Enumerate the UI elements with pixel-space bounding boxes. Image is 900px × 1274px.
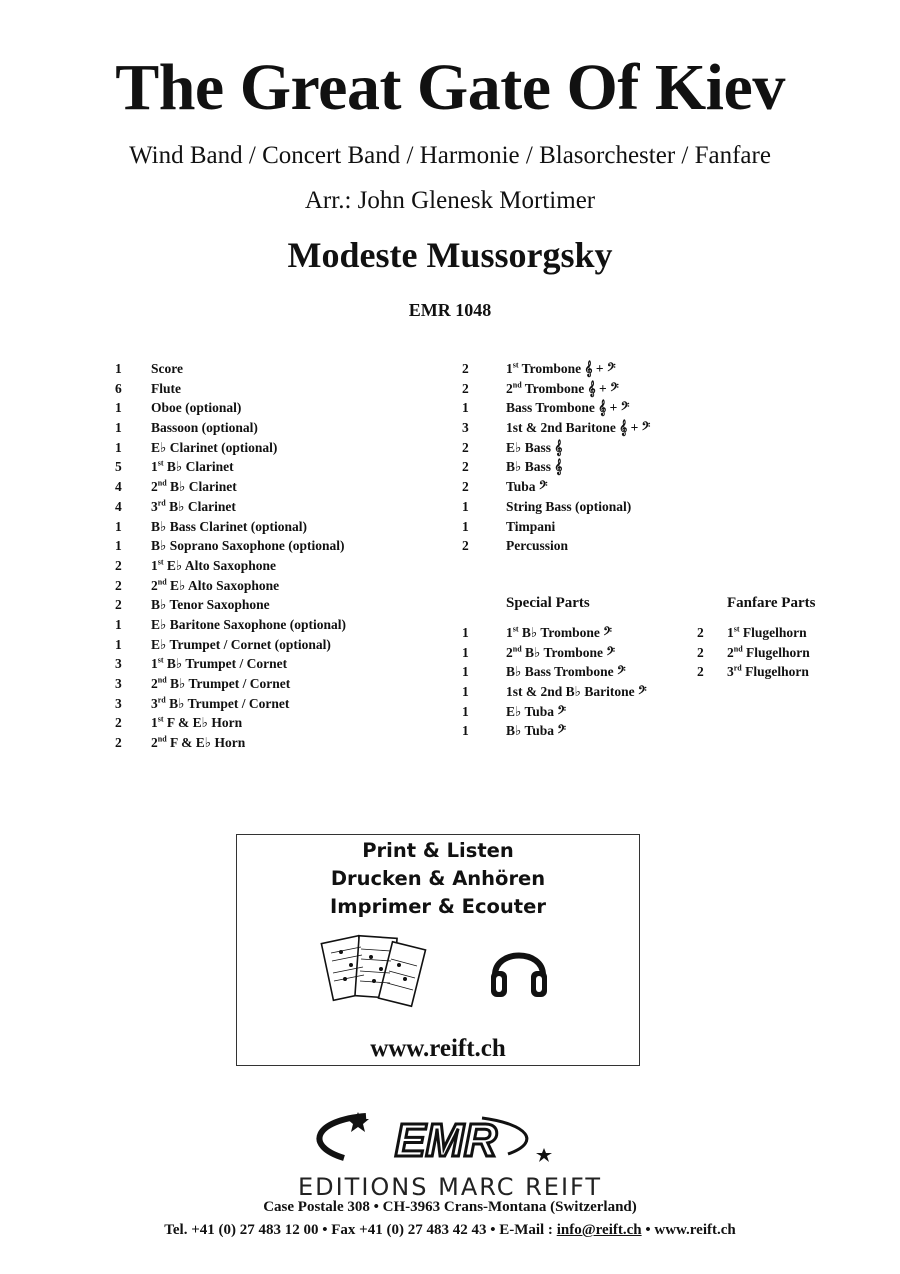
title: The Great Gate Of Kiev bbox=[115, 51, 785, 124]
part-row bbox=[462, 381, 692, 401]
part-quantity: 6 bbox=[115, 380, 122, 396]
part-row bbox=[462, 519, 692, 539]
part-quantity: 2 bbox=[115, 557, 122, 573]
part-name: B♭ Tenor Saxophone bbox=[151, 597, 270, 613]
part-name: 2nd B♭ Trombone 𝄢 bbox=[506, 644, 616, 660]
contact-phone-fax: Tel. +41 (0) 27 483 12 00 • Fax +41 (0) 27 483 42 43 • E-Mail : bbox=[164, 1222, 557, 1238]
part-quantity: 2 bbox=[115, 735, 122, 751]
promo-line-2: Drucken & Anhören bbox=[330, 867, 546, 890]
part-name: 2nd F & E♭ Horn bbox=[151, 734, 246, 751]
part-quantity: 2 bbox=[697, 664, 704, 680]
catalog-number: EMR 1048 bbox=[408, 300, 492, 320]
part-row bbox=[115, 676, 435, 696]
parts-list-middle bbox=[462, 361, 692, 558]
part-quantity: 2 bbox=[462, 538, 469, 554]
part-name: E♭ Bass 𝄞 bbox=[506, 439, 563, 455]
part-row bbox=[462, 723, 692, 743]
part-name: E♭ Tuba 𝄢 bbox=[506, 703, 567, 719]
part-quantity: 1 bbox=[115, 361, 122, 376]
subtitle: Wind Band / Concert Band / Harmonie / Blasorchester / Fanfare bbox=[129, 142, 771, 169]
logo-text: EMR bbox=[394, 1114, 498, 1166]
part-row bbox=[697, 645, 877, 665]
part-row bbox=[115, 361, 435, 381]
part-quantity: 2 bbox=[462, 439, 469, 455]
part-name: 2nd B♭ Clarinet bbox=[151, 478, 237, 495]
part-quantity: 2 bbox=[462, 459, 469, 475]
part-row bbox=[115, 578, 435, 598]
part-quantity: 2 bbox=[115, 715, 122, 731]
part-name: 2nd B♭ Trumpet / Cornet bbox=[151, 675, 291, 691]
part-name: Score bbox=[151, 361, 183, 376]
part-row bbox=[462, 440, 692, 460]
part-quantity: 1 bbox=[462, 664, 469, 680]
part-quantity: 1 bbox=[462, 625, 469, 640]
part-name: E♭ Trumpet / Cornet (optional) bbox=[151, 636, 331, 652]
part-row bbox=[462, 459, 692, 479]
part-name: 2nd E♭ Alto Saxophone bbox=[151, 577, 280, 593]
part-name: 1st & 2nd Baritone 𝄞 + 𝄢 bbox=[506, 420, 651, 436]
arranger: Arr.: John Glenesk Mortimer bbox=[304, 187, 596, 214]
part-row bbox=[115, 400, 435, 420]
part-row bbox=[115, 381, 435, 401]
promo-url: www.reift.ch bbox=[370, 1035, 506, 1062]
part-row bbox=[462, 499, 692, 519]
promo-line-3: Imprimer & Ecouter bbox=[330, 895, 546, 918]
email-link[interactable]: info@reift.ch bbox=[556, 1222, 642, 1238]
special-parts-heading: Special Parts bbox=[506, 595, 590, 611]
headphones-icon bbox=[487, 935, 551, 1003]
composer: Modeste Mussorgsky bbox=[287, 235, 613, 275]
part-row bbox=[115, 597, 435, 617]
part-quantity: 1 bbox=[115, 400, 122, 416]
publisher-address: Case Postale 308 • CH-3963 Crans-Montana (Switzerland) bbox=[263, 1199, 637, 1215]
part-quantity: 4 bbox=[115, 479, 122, 495]
part-quantity: 3 bbox=[115, 676, 122, 691]
part-row bbox=[462, 684, 692, 704]
part-row bbox=[115, 440, 435, 460]
part-name: Oboe (optional) bbox=[151, 400, 242, 416]
part-quantity: 2 bbox=[697, 625, 704, 640]
part-name: B♭ Bass Trombone 𝄢 bbox=[506, 664, 626, 680]
part-quantity: 2 bbox=[115, 577, 122, 593]
part-name: 1st & 2nd B♭ Baritone 𝄢 bbox=[506, 684, 647, 700]
part-row bbox=[462, 645, 692, 665]
part-row bbox=[115, 499, 435, 519]
part-row bbox=[462, 361, 692, 381]
part-name: String Bass (optional) bbox=[506, 498, 632, 514]
part-quantity: 3 bbox=[462, 420, 469, 436]
part-name: 3rd B♭ Trumpet / Cornet bbox=[151, 695, 290, 711]
part-row bbox=[115, 637, 435, 657]
part-name: Timpani bbox=[506, 518, 556, 534]
part-row bbox=[462, 704, 692, 724]
part-quantity: 1 bbox=[115, 439, 122, 455]
part-name: 2nd Trombone 𝄞 + 𝄢 bbox=[506, 380, 619, 396]
part-name: B♭ Tuba 𝄢 bbox=[506, 723, 567, 739]
part-row bbox=[462, 538, 692, 558]
promo-line-1: Print & Listen bbox=[362, 839, 514, 862]
part-row bbox=[115, 656, 435, 676]
part-name: B♭ Bass Clarinet (optional) bbox=[151, 518, 308, 534]
part-quantity: 1 bbox=[462, 644, 469, 660]
part-name: Percussion bbox=[506, 538, 569, 554]
part-row bbox=[462, 479, 692, 499]
part-quantity: 4 bbox=[115, 498, 122, 514]
part-name: 3rd Flugelhorn bbox=[727, 663, 809, 680]
part-name: 1st B♭ Clarinet bbox=[151, 458, 234, 475]
part-quantity: 1 bbox=[462, 703, 469, 719]
part-row bbox=[697, 625, 877, 645]
part-name: Tuba 𝄢 bbox=[506, 479, 548, 495]
contact-website: • www.reift.ch bbox=[641, 1222, 736, 1238]
part-name: E♭ Clarinet (optional) bbox=[151, 439, 278, 455]
print-listen-box bbox=[236, 834, 640, 1066]
part-row bbox=[115, 519, 435, 539]
part-quantity: 1 bbox=[462, 684, 469, 700]
fanfare-parts-heading: Fanfare Parts bbox=[727, 595, 816, 611]
part-quantity: 2 bbox=[462, 380, 469, 396]
part-quantity: 1 bbox=[462, 498, 469, 514]
part-name: Bassoon (optional) bbox=[151, 420, 258, 436]
part-quantity: 5 bbox=[115, 459, 122, 475]
part-quantity: 1 bbox=[115, 420, 122, 436]
part-name: Flute bbox=[151, 380, 181, 396]
fanfare-parts-list bbox=[697, 625, 877, 684]
part-name: 2nd Flugelhorn bbox=[727, 644, 810, 660]
part-row bbox=[115, 735, 435, 755]
part-name: 1st Flugelhorn bbox=[727, 624, 807, 640]
parts-list-left bbox=[115, 361, 435, 755]
part-name: B♭ Bass 𝄞 bbox=[506, 459, 563, 475]
part-row bbox=[115, 715, 435, 735]
part-quantity: 1 bbox=[462, 400, 469, 416]
emr-logo bbox=[296, 1106, 606, 1172]
part-row bbox=[115, 538, 435, 558]
publisher-brand: EDITIONS MARC REIFT bbox=[297, 1173, 603, 1201]
part-row bbox=[697, 664, 877, 684]
part-quantity: 2 bbox=[462, 361, 469, 376]
part-row bbox=[115, 558, 435, 578]
part-name: 3rd B♭ Clarinet bbox=[151, 498, 236, 514]
part-row bbox=[462, 420, 692, 440]
part-name: 1st Trombone 𝄞 + 𝄢 bbox=[506, 360, 616, 376]
part-name: E♭ Baritone Saxophone (optional) bbox=[151, 616, 347, 632]
part-quantity: 1 bbox=[115, 538, 122, 554]
part-quantity: 1 bbox=[115, 518, 122, 534]
part-quantity: 2 bbox=[115, 597, 122, 613]
part-row bbox=[115, 617, 435, 637]
part-row bbox=[462, 400, 692, 420]
part-quantity: 1 bbox=[462, 518, 469, 534]
part-row bbox=[115, 696, 435, 716]
part-name: Bass Trombone 𝄞 + 𝄢 bbox=[506, 400, 630, 416]
part-quantity: 2 bbox=[462, 479, 469, 495]
part-row bbox=[115, 479, 435, 499]
part-name: 1st B♭ Trombone 𝄢 bbox=[506, 624, 612, 640]
sheet-music-icon bbox=[319, 929, 431, 1019]
part-row bbox=[462, 625, 692, 645]
publisher-contact bbox=[0, 1222, 900, 1239]
part-row bbox=[462, 664, 692, 684]
part-quantity: 3 bbox=[115, 656, 122, 672]
part-quantity: 1 bbox=[115, 616, 122, 632]
part-row bbox=[115, 459, 435, 479]
part-name: 1st E♭ Alto Saxophone bbox=[151, 557, 277, 573]
special-parts-list bbox=[462, 625, 692, 743]
part-quantity: 3 bbox=[115, 695, 122, 711]
part-name: 1st F & E♭ Horn bbox=[151, 714, 243, 731]
part-row bbox=[115, 420, 435, 440]
part-quantity: 1 bbox=[462, 723, 469, 739]
part-name: 1st B♭ Trumpet / Cornet bbox=[151, 655, 288, 672]
part-name: B♭ Soprano Saxophone (optional) bbox=[151, 538, 345, 554]
part-quantity: 2 bbox=[697, 644, 704, 660]
part-quantity: 1 bbox=[115, 636, 122, 652]
